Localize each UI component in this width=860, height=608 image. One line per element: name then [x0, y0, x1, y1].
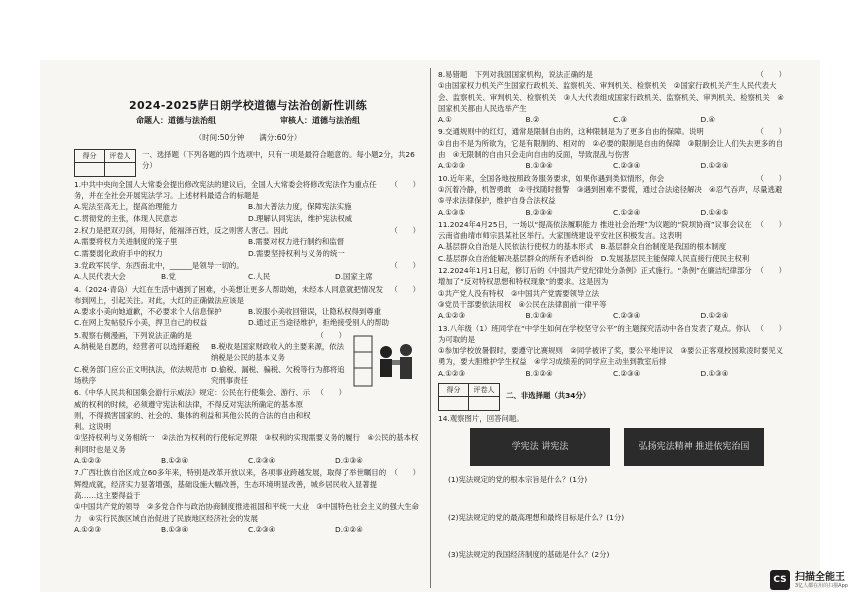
statement-list: C.基层群众自治能解决基层群众的所有矛盾纠纷 D.发展基层民主能保障人民直接行使民主权利	[438, 253, 750, 263]
statement-list: ①坚持权利与义务相统一 ②法治为权利的行使标定界限 ③权利的实现需要义务的履行 ④公民的基本权利同时也是义务	[74, 433, 419, 454]
reviewer: 审核人：道德与法治组	[280, 116, 360, 126]
question-stem-row	[74, 225, 422, 236]
question-stem: 4.（2024·青岛）大红在生活中遇到了困难，小美想让更多人帮助她，未经本人同意就把情况发布到网上，引起关注。对此，大红的正确做法应该是	[74, 284, 384, 305]
answer-bracket: （ ）	[756, 70, 786, 79]
q14-sub3: (3)宪法规定的我国经济制度的基础是什么？(2分)	[448, 549, 610, 559]
question-item	[74, 225, 422, 259]
statement-list: ①参加学校放暑假时，要遵守比赛规则 ②同学被评了奖，要公平地评议 ③要公正客观校园欺凌时要见义勇为，要大胆维护学生权益 ④学习成绩差的同学应主动坐到教室后排	[438, 346, 784, 367]
grader-cell	[105, 163, 135, 176]
option: B.①③④	[161, 524, 189, 534]
option: D.①②④	[700, 161, 729, 171]
question-item	[438, 323, 788, 379]
option: B.党	[161, 272, 176, 282]
option: D.④	[700, 115, 716, 125]
question-stem: 2.权力是把双刃剑，用得好，能福泽百姓，反之则害人害己。因此	[74, 226, 288, 236]
answer-bracket: （ ）	[756, 219, 786, 229]
option: A.①②③	[74, 456, 102, 466]
statement-list: ①中国共产党的领导 ②多党合作与政治协商制度推进祖国和平统一大业 ③中国特色社会主义的强大生命力 ④实行民族区域自治促进了民族地区经济社会的发展	[74, 502, 420, 523]
score-label: 得分	[439, 384, 469, 397]
option: A.宪法至高无上，提高治理能力	[74, 202, 178, 212]
option: A.纳税是自愿的，经营者可以选择避税	[74, 342, 200, 352]
score-cell	[439, 397, 469, 410]
scanner-tagline: 3亿人都在用的扫描App	[795, 583, 848, 589]
option-row	[74, 524, 422, 535]
answer-bracket: （ ）	[756, 323, 786, 333]
statement-list: ①由国家权力机关产生国家行政机关、监察机关、审判机关、检察机关 ②国家行政机关产生人民代表大会、监察机关、审判机关、检察机关 ③人大代表组成国家行政机关、监察机关、审判机关、检察机关 ④国家机关都由人民选举产生	[438, 81, 784, 113]
option: D.①②④	[335, 524, 363, 534]
answer-bracket: （ ）	[390, 260, 420, 270]
score-box	[74, 149, 136, 177]
question-stem: 9.交通规则中的红灯，通常是限制自由的，这种限制是为了更多自由的保障。说明	[438, 127, 704, 137]
option: D.偷税、漏税、骗税、欠税等行为都将追究刑事责任	[211, 364, 345, 385]
grader-cell	[469, 397, 499, 410]
option: C.贯彻党的主张，体现人民意志	[74, 213, 178, 223]
option: C.①②④	[613, 207, 641, 217]
option: B.①②④	[161, 456, 189, 466]
option: C.②③④	[613, 368, 641, 378]
answer-bracket: （ ）	[390, 468, 420, 478]
statement-list: ①沉着冷静，机智勇敢 ②寻找随时报警 ③遇到困难不要慌，通过合法途径解决 ④忍气吞声，尽量逃避 ⑤寻求法律保护，维护自身合法权益	[438, 184, 790, 206]
option-row	[74, 364, 348, 387]
statement-list: ①自由不是为所欲为，它是有限制的、相对的 ②必要的限制是自由的保障 ③限制会让人们失去更多的自由 ④无限制的自由只会走向自由的反面，导致混乱与伤害	[438, 138, 784, 160]
question-item	[74, 284, 422, 329]
question-stem: 1.中共中央向全国人大常委会提出修改宪法的建议后，全国人大常委会将修改宪法作为重点任务，并在全社会开展宪法学习。上述材料最适合的标题是	[74, 179, 377, 201]
question-item	[438, 126, 788, 171]
section1-heading: 一、选择题（下列各题的四个选项中，只有一项是最符合题意的。每小题2分，共26分）	[142, 149, 415, 170]
option: A.①②③	[438, 368, 466, 378]
question-stem: 8.易错题 下列对我国国家机构，说法正确的是	[438, 70, 593, 79]
option: C.②③④	[248, 524, 276, 534]
column-divider	[430, 68, 431, 588]
question-stem: 11.2024年4月25日，一场以“提高依法履职能力 推进社会治理”为议题的“院坝协商”议事会议在云南省曲靖市师宗县某社区举行。大家围绕建设平安社区积极发言。这表明	[438, 219, 752, 241]
score-cell	[75, 163, 105, 176]
option: D.国家主席	[335, 272, 373, 282]
question-stem-row	[438, 126, 788, 137]
option: D.①②④	[700, 311, 729, 321]
option: C.②③④	[613, 161, 641, 171]
photo-constitution-study: 学宪法 讲宪法	[470, 428, 610, 466]
section2-header	[438, 383, 788, 411]
option: A.①②③	[438, 161, 466, 171]
question-stem: 5.观察右侧漫画，下列说法正确的是	[74, 330, 192, 340]
question-stem-row	[74, 260, 422, 271]
option: D.①③④	[700, 368, 729, 378]
option-row	[438, 368, 788, 379]
option-row	[438, 160, 788, 171]
option-row	[74, 317, 422, 328]
answer-bracket: （ ）	[390, 226, 420, 236]
question-stem-row	[74, 387, 348, 432]
answer-bracket: （ ）	[390, 284, 420, 294]
exam-meta	[74, 115, 422, 126]
scanner-name: 扫描全能王	[795, 572, 845, 583]
option: B.②③④	[525, 207, 553, 217]
answer-bracket: （ ）	[316, 388, 346, 398]
setter: 命题人：道德与法治组	[136, 116, 216, 126]
question-stem: 6.《中华人民共和国集会游行示威法》规定：公民在行使集会、游行、示威的权利的时候，必须遵守宪法和法律，不得反对宪法所确定的基本原则，不得损害国家的、社会的、集体的利益和其他公民的合法的自由和权利。这说明	[74, 388, 311, 432]
option: A.①③⑤	[438, 207, 466, 217]
score-label: 得分	[75, 150, 105, 163]
question-item	[438, 219, 788, 264]
option-row	[74, 455, 422, 466]
option: B.②	[525, 115, 540, 125]
question-stem-row	[438, 265, 788, 288]
question-stem-row	[74, 284, 422, 307]
question-item	[438, 265, 788, 321]
option-row	[74, 306, 422, 317]
question-stem-row	[438, 323, 788, 346]
option-row	[74, 248, 422, 259]
question-stem: 13.八年级（1）班同学在“中学生如何在学校坚守公平”的主题探究活动中各自发表了观点。你认为可取的是	[438, 323, 751, 344]
score-box-2	[438, 383, 500, 411]
option: C.在网上发帖驳斥小美，捍卫自己的权益	[74, 318, 208, 328]
q14-stem: 14.观察图片，回答问题。	[438, 414, 524, 424]
option: C.税务部门应公正文明执法，依法规范市场秩序	[74, 364, 208, 385]
option: C.③	[613, 115, 628, 125]
q14-sub2: (2)宪法规定的党的最高理想和最终目标是什么？(1分)	[448, 512, 625, 522]
q14-sub1: (1)宪法规定的党的根本宗旨是什么？(1分)	[448, 475, 588, 485]
option: A.人民代表大会	[74, 272, 126, 282]
answer-bracket: （ ）	[756, 127, 786, 137]
photo-constitution-spirit: 弘扬宪法精神 推进依宪治国	[624, 428, 764, 466]
option-row	[74, 236, 422, 247]
answer-bracket: （ ）	[390, 179, 420, 189]
option-row	[438, 310, 788, 321]
option: A.需要将权力关进制度的笼子里	[74, 237, 178, 247]
question-list-right	[438, 69, 788, 379]
section1-header	[74, 149, 422, 177]
question-stem: 7.广西壮族自治区成立60多年来，特别是改革开放以来，各项事业跨越发展，取得了举世瞩目的辉煌成就，经济实力显著增强，基础设施大幅改善，生态环境明显改善，城乡居民收入显著提高……这主要得益于	[74, 468, 387, 500]
question-item	[74, 179, 422, 224]
option-row	[74, 341, 348, 364]
option-row	[438, 114, 788, 125]
question-list-left	[74, 179, 422, 535]
statement-list: ①共产党人没有特权 ②中国共产党需要领导立法	[438, 288, 600, 298]
option: D.①④⑤	[700, 207, 729, 217]
option: B.需要对权力进行制约和监督	[248, 237, 345, 247]
question-item	[74, 260, 422, 283]
question-stem-row	[438, 69, 788, 80]
question-14	[438, 413, 788, 560]
question-stem-row	[74, 467, 422, 501]
statement-list: ③党员干部要依法用权 ④公民在法律面前一律平等	[438, 299, 607, 309]
right-column	[438, 68, 788, 566]
answer-bracket: （ ）	[756, 266, 786, 276]
option: A.要求小美向她道歉，不必要求个人信息保护	[74, 307, 222, 317]
option: D.需要坚持权利与义务的统一	[248, 248, 345, 258]
option: C.需要弱化政府手中的权力	[74, 248, 163, 258]
option: A.①②③	[438, 311, 466, 321]
option-row	[74, 213, 422, 224]
question-stem-row	[438, 173, 788, 184]
option: B.①③④	[525, 311, 553, 321]
section2-heading: 二、非选择题（共34分）	[506, 391, 591, 401]
option: A.①②③	[74, 524, 102, 534]
option: A.①	[438, 115, 452, 125]
question-item	[74, 330, 422, 386]
question-stem-row	[74, 179, 422, 202]
statement-list: A.基层群众自治是人民依法行使权力的基本形式 B.基层群众自治制度是我国的根本制度	[438, 242, 727, 252]
left-column	[74, 96, 422, 535]
question-item	[74, 387, 422, 466]
q14-photos	[470, 428, 788, 466]
option: D.理解认同宪法，维护宪法权威	[248, 213, 353, 223]
option: C.人民	[248, 272, 271, 282]
tax-cartoon-image	[352, 332, 422, 390]
grader-label: 评卷人	[469, 384, 499, 397]
option: C.②③④	[613, 311, 641, 321]
grader-label: 评卷人	[105, 150, 135, 163]
option: B.①③④	[525, 161, 553, 171]
question-stem-row	[74, 330, 348, 341]
answer-bracket: （ ）	[756, 173, 786, 183]
option: D.通过正当途径维护，拒绝接受别人的帮助	[248, 318, 390, 328]
question-stem-row	[438, 219, 788, 242]
exam-title: 2024-2025萨日朗学校道德与法治创新性训练	[129, 99, 367, 112]
option-row	[74, 201, 422, 212]
option: B.加大普法力度，保障宪法实施	[248, 202, 352, 212]
answer-bracket: （ ）	[316, 330, 346, 340]
option-row	[438, 207, 788, 218]
option-row	[74, 271, 422, 282]
question-item	[74, 467, 422, 535]
option: B.说服小美收回错误，让隐私权得到尊重	[248, 307, 382, 317]
question-item	[438, 173, 788, 218]
option: B.税收是国家财政收入的主要来源，依法纳税是公民的基本义务	[211, 342, 345, 363]
option: D.①③④	[335, 456, 363, 466]
option: B.①②④	[525, 368, 553, 378]
question-item	[438, 69, 788, 125]
question-stem: 12.2024年1月1日起，修订后的《中国共产党纪律处分条例》正式施行。“条例”在廉洁纪律部分增加了“反对特权思想和特权现象”的要求。这是因为	[438, 266, 752, 287]
question-stem: 10.近年来，全国各地按照政务服务要求，如果你遇到类似情形，你会	[438, 173, 665, 183]
timing: （时间:50分钟 满分:60分）	[194, 132, 302, 142]
option: C.②③④	[248, 456, 276, 466]
scanner-logo-icon: CS	[770, 570, 790, 590]
question-stem: 3.党政军民学、东西南北中，______是领导一切的。	[74, 260, 244, 270]
